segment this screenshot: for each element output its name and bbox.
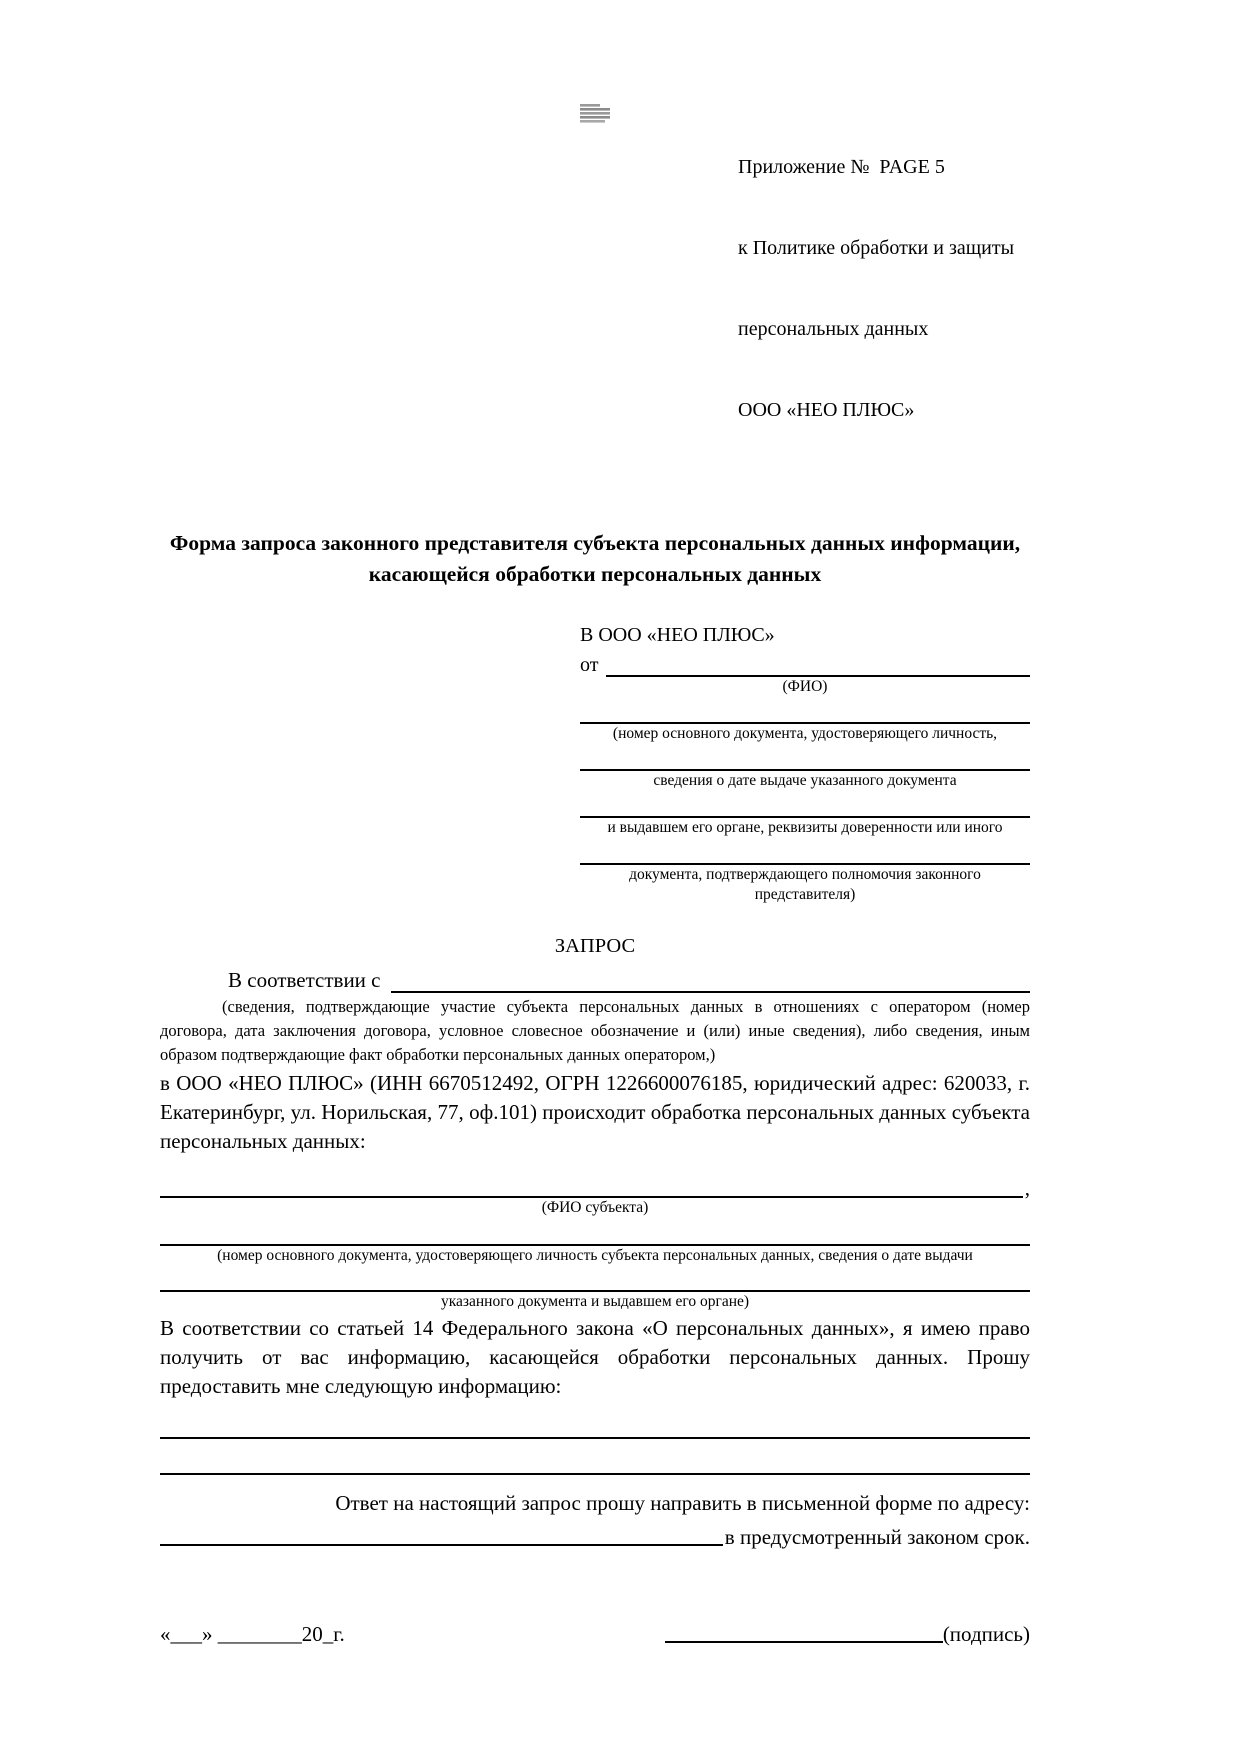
header-line-company: ООО «НЕО ПЛЮС» [738, 399, 915, 421]
signature-block [665, 1622, 1030, 1647]
subject-doc-caption-2: указанного документа и выдавшем его органе) [440, 1293, 750, 1310]
intro-fill-line [391, 991, 1031, 993]
date-line: «___» ________20_г. [160, 1622, 345, 1646]
signature-footer [160, 1622, 1030, 1647]
header-line-appendix: Приложение № PAGE 5 [738, 156, 945, 178]
signature-caption: (подпись) [942, 1622, 1030, 1646]
blank-fill-line [160, 1473, 1030, 1475]
addressee-to: В ООО «НЕО ПЛЮС» [580, 624, 775, 646]
reply-address-row [160, 1522, 1030, 1550]
reply-address-line [160, 1544, 723, 1546]
from-row [580, 650, 1030, 677]
addressee-block [580, 620, 1030, 905]
subject-fio-row [160, 1172, 1030, 1198]
header-line-policy: к Политике обработки и защиты [738, 237, 1015, 259]
request-heading: ЗАПРОС [554, 935, 636, 957]
fio-caption: (ФИО) [782, 678, 828, 695]
subject-line-comma: , [1024, 1176, 1030, 1200]
law-paragraph: В соответствии со статьей 14 Федерального закона «О персональных данных», я имею право получить от вас информацию, касающейся обработки персональных данных. Прошу предоставить мне следующую информацию: [160, 1316, 1030, 1398]
fill-line-caption: сведения о дате выдаче указанного документа [653, 772, 957, 789]
fill-line-caption: документа, подтверждающего полномочия законного представителя) [629, 866, 981, 903]
document-title: Форма запроса законного представителя субъекта персональных данных информации, касающейся обработки персональных данных [169, 531, 1021, 586]
fill-line-caption: (номер основного документа, удостоверяющего личность, [612, 725, 998, 742]
intro-label: В соответствии с [228, 968, 381, 992]
reply-instruction: Ответ на настоящий запрос прошу направить в письменной форме по адресу: [335, 1491, 1030, 1515]
subject-fio-caption: (ФИО субъекта) [541, 1199, 649, 1216]
reply-deadline-text: в предусмотренный законом срок. [724, 1525, 1030, 1549]
from-label: от [580, 654, 599, 676]
document-header [160, 100, 1030, 478]
intro-row [160, 965, 1030, 993]
fine-print-note: (сведения, подтверждающие участие субъекта персональных данных в отношениях с оператором (номер договора, дата заключения договора, условное словесное обозначение и (или) иные сведения), либо сведения, иным образом подтверждающие факт обработки персональных данных оператором,) [160, 997, 1030, 1064]
field-code-icon [580, 102, 610, 131]
fill-line-caption: и выдавшем его органе, реквизиты доверенности или иного [607, 819, 1003, 836]
operator-paragraph: в ООО «НЕО ПЛЮС» (ИНН 6670512492, ОГРН 1226600076185, юридический адрес: 620033, г. Екатеринбург, ул. Норильская, 77, оф.101) происходит обработка персональных данных субъекта персональных данных: [160, 1071, 1030, 1153]
signature-line [665, 1641, 943, 1643]
blank-fill-line [160, 1437, 1030, 1439]
subject-doc-caption-1: (номер основного документа, удостоверяющего личность субъекта персональных данных, сведения о дате выдачи [217, 1247, 973, 1264]
header-line-personal-data: персональных данных [738, 318, 929, 340]
